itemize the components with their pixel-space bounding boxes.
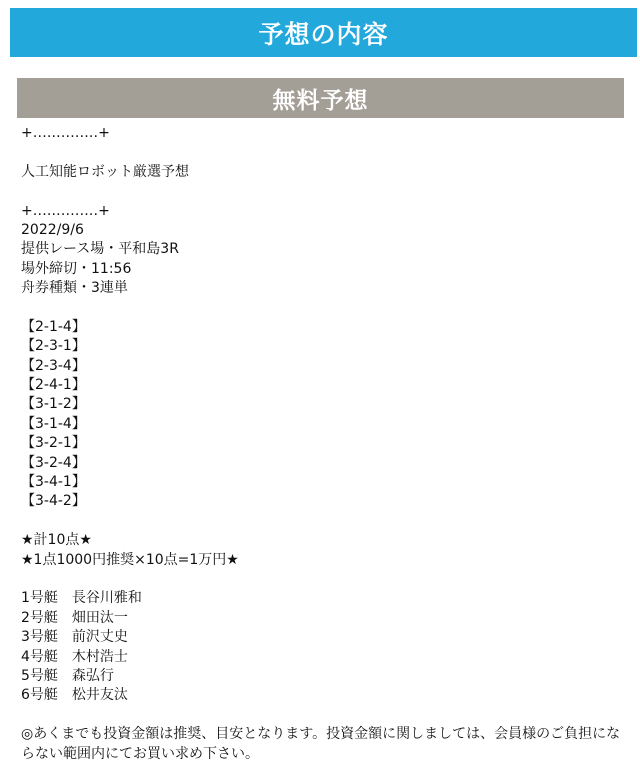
content-line: [21, 512, 621, 531]
content-line: [21, 299, 621, 318]
content-line: 人工知能ロボット厳選予想: [21, 163, 189, 180]
section-title: 無料予想: [272, 87, 369, 114]
content-line: 【2-4-1】: [21, 377, 86, 394]
content-line: [21, 143, 621, 162]
content-line: 5号艇 森弘行: [21, 667, 114, 684]
content-line: 提供レース場・平和島3R: [21, 241, 179, 258]
content-line: 【2-1-4】: [21, 318, 86, 335]
content-line: 【3-2-1】: [21, 435, 86, 452]
content-line: ★計10点★: [21, 532, 92, 549]
content-line: 【2-3-4】: [21, 357, 86, 374]
content-line: 場外締切・11:56: [21, 260, 132, 277]
content-line: [21, 570, 621, 589]
content-line: 2022/9/6: [21, 221, 84, 238]
content-line: ★1点1000円推奨×10点=1万円★: [21, 551, 239, 568]
content-line: +‥‥‥‥‥‥‥+: [21, 125, 110, 141]
content-line: 【3-2-4】: [21, 454, 86, 471]
section-header: [17, 78, 624, 118]
prediction-content: [21, 124, 621, 764]
content-line: 【3-4-1】: [21, 474, 86, 491]
page-header: [10, 8, 637, 57]
content-line: 3号艇 前沢丈史: [21, 629, 128, 646]
content-line: 【3-1-4】: [21, 415, 86, 432]
page-title: 予想の内容: [258, 19, 389, 49]
content-line: 【3-4-2】: [21, 493, 86, 510]
content-line: 6号艇 松井友汰: [21, 687, 128, 704]
content-line: 【2-3-1】: [21, 338, 86, 355]
content-line: [21, 706, 621, 725]
content-line: [21, 182, 621, 201]
content-line: 舟券種類・3連単: [21, 280, 128, 297]
content-line: 【3-1-2】: [21, 396, 86, 413]
content-line: 4号艇 木村浩士: [21, 648, 128, 665]
content-line: 2号艇 畑田汰一: [21, 609, 128, 626]
disclaimer-note: ◎あくまでも投資金額は推奨、目安となります。投資金額に関しましては、会員様のご負担にならない範囲内にてお買い求め下さい。: [21, 726, 621, 762]
content-line: 1号艇 長谷川雅和: [21, 590, 142, 607]
content-line: +‥‥‥‥‥‥‥+: [21, 202, 110, 219]
prediction-lines: [21, 124, 621, 725]
